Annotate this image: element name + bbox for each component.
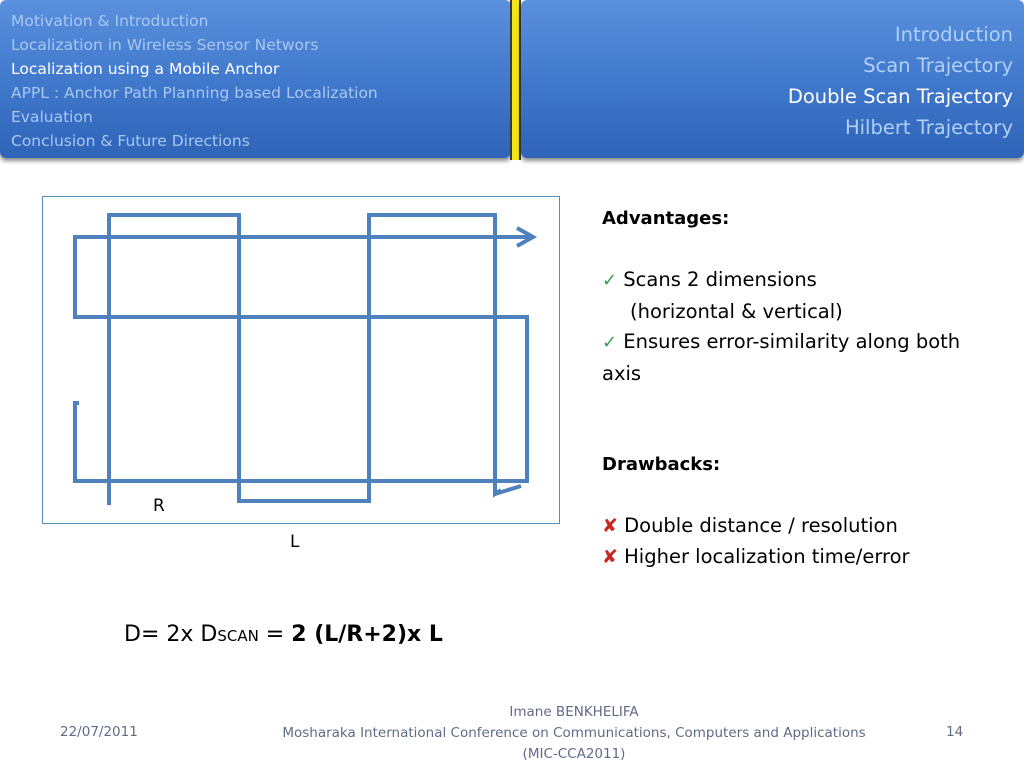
advantage-text: Scans 2 dimensions	[623, 268, 817, 291]
section-nav-item-appl[interactable]: APPL : Anchor Path Planning based Localization	[11, 84, 378, 102]
checkmark-icon: ✓	[602, 332, 618, 353]
drawback-text: Double distance / resolution	[624, 514, 898, 537]
formula-equals: =	[258, 622, 292, 647]
vertical-scan-path	[75, 237, 531, 481]
length-label: L	[290, 532, 300, 552]
cross-icon: ✘	[602, 545, 618, 568]
formula-subscript: SCAN	[217, 627, 259, 645]
formula-result: 2 (L/R+2)x L	[291, 622, 443, 647]
header-bar	[0, 0, 1024, 164]
drawback-text: Higher localization time/error	[624, 544, 910, 568]
drawbacks-heading: Drawbacks:	[602, 454, 721, 475]
pros-cons-panel	[602, 204, 1012, 572]
horizontal-scan-path	[109, 215, 501, 505]
drawback-item	[602, 542, 1012, 573]
resolution-label: R	[153, 496, 165, 516]
advantages-heading: Advantages:	[602, 208, 730, 229]
subsection-nav-panel	[521, 0, 1024, 158]
advantage-item	[602, 327, 1012, 359]
section-nav-item-localization-wsn[interactable]: Localization in Wireless Sensor Networs	[11, 36, 319, 54]
formula-prefix: D= 2x D	[124, 622, 218, 647]
section-nav-list	[11, 9, 378, 153]
advantage-text: Ensures error-similarity along both	[623, 330, 961, 353]
advantage-item	[602, 265, 1012, 297]
footer-conference-short: (MIC-CCA2011)	[522, 746, 626, 762]
slide-number: 14	[946, 724, 964, 740]
advantage-continuation: (horizontal & vertical)	[630, 299, 843, 323]
subsection-nav-item-introduction[interactable]: Introduction	[894, 23, 1013, 46]
double-scan-diagram	[42, 196, 560, 524]
trajectory-svg	[43, 197, 561, 525]
drawback-item	[602, 511, 1012, 542]
section-nav-panel	[0, 0, 511, 158]
footer-conference: Mosharaka International Conference on Communications, Computers and Applications	[282, 725, 866, 741]
subsection-nav-item-double-scan[interactable]: Double Scan Trajectory	[787, 85, 1013, 108]
footer-info	[240, 702, 908, 765]
distance-formula	[124, 622, 443, 647]
subsection-nav-item-hilbert[interactable]: Hilbert Trajectory	[844, 116, 1013, 139]
footer-date: 22/07/2011	[60, 724, 138, 740]
section-nav-item-motivation[interactable]: Motivation & Introduction	[11, 12, 209, 30]
advantage-continuation: axis	[602, 361, 642, 385]
footer-author: Imane BENKHELIFA	[509, 704, 639, 720]
cross-icon: ✘	[602, 515, 618, 537]
checkmark-icon: ✓	[602, 270, 618, 291]
section-nav-item-mobile-anchor[interactable]: Localization using a Mobile Anchor	[11, 60, 280, 78]
subsection-nav-item-scan-trajectory[interactable]: Scan Trajectory	[863, 54, 1013, 77]
section-nav-item-conclusion[interactable]: Conclusion & Future Directions	[11, 132, 250, 150]
section-nav-item-evaluation[interactable]: Evaluation	[11, 108, 93, 126]
header-divider	[511, 0, 520, 160]
subsection-nav-list	[788, 19, 1013, 143]
